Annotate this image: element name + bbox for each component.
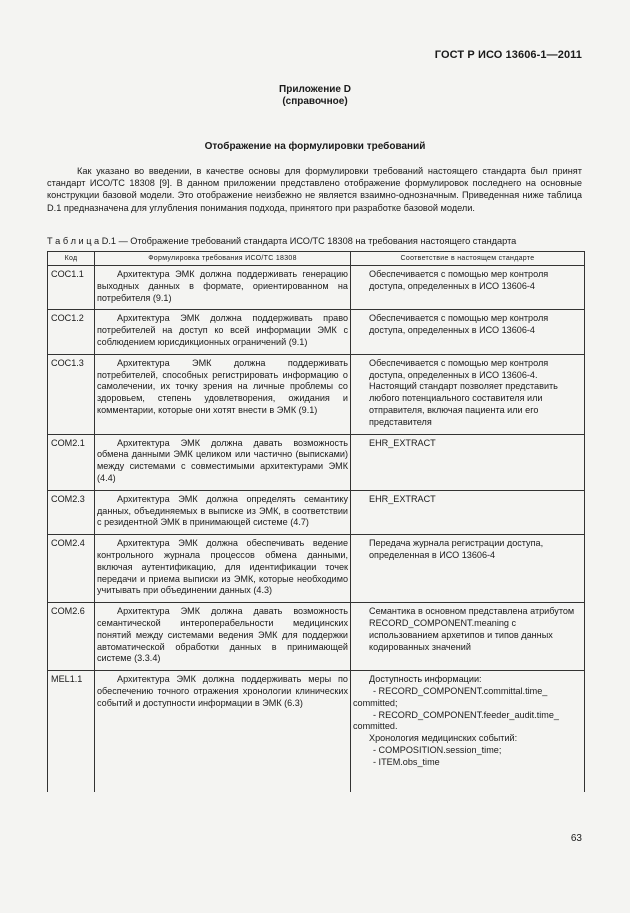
appendix-subtitle: (справочное) [282,96,348,107]
row-compliance: EHR_EXTRACT [369,493,436,504]
row-requirement: Архитектура ЭМК должна поддерживать потребителей, способных регистрировать информацию о самолечении, их точку зрения на личные проблемы со здоровьем, степень удовлетворения, ожидания и комментарии, которые они хотят внести в ЭМК (9.1) [97,357,348,415]
intro-paragraph: Как указано во введении, в качестве основы для формулировки требований настоящего стандарта был принят стандарт ИСО/ТС 18308 [9]. В данном приложении представлено отображение формулировок последнего на основные конструкции базовой модели. Это отображение неизбежно не является взаимно-однозначным. Приведенная ниже таблица D.1 предназначена для углубления понимания подхода, принятого при разработке базовой модели. [47,166,582,213]
header-requirement: Формулировка требования ИСО/ТС 18308 [95,252,351,266]
page-number: 63 [570,833,582,844]
requirements-table [47,251,585,792]
row-compliance: Семантика в основном представлена атрибутом RECORD_COMPONENT.meaning с использованием архетипов и типов данных кодированных значений [369,606,575,652]
row-compliance: Обеспечивается с помощью мер контроля доступа, определенных в ИСО 13606-4 [369,269,549,291]
row-compliance [351,671,585,793]
section-heading: Отображение на формулировки требований [204,141,426,152]
header-compliance: Соответствие в настоящем стандарте [351,252,585,266]
row-requirement: Архитектура ЭМК должна обеспечивать ведение контрольного журнала процессов обмена данными, включая аутентификацию, для идентификации точек передачи и приема выписки из ЭМК, которые необходимо учитывать при объединении данных (4.3) [97,538,348,596]
table-header-row [48,252,585,266]
table-row [48,310,585,354]
document-header: ГОСТ Р ИСО 13606-1—2011 [434,49,582,61]
table-row [48,266,585,310]
row-code: COM2.6 [48,603,95,671]
table-row [48,535,585,603]
row-code: COC1.2 [48,310,95,354]
row-code: COM2.4 [48,535,95,603]
row-compliance: Передача журнала регистрации доступа, определенная в ИСО 13606-4 [369,538,544,560]
row-requirement: Архитектура ЭМК должна поддерживать генерацию выходных данных в формате, ориентированном на потребителя (9.1) [97,269,348,303]
compliance-line: Хронология медицинских событий: [369,733,518,744]
row-code: COM2.3 [48,490,95,534]
compliance-line: committed; [353,697,398,708]
table-row [48,671,585,793]
row-compliance: EHR_EXTRACT [369,437,436,448]
compliance-line: Доступность информации: [369,674,482,685]
row-code: COC1.1 [48,266,95,310]
row-code: COM2.1 [48,434,95,490]
header-code: Код [48,252,95,266]
table-row [48,434,585,490]
row-requirement: Архитектура ЭМК должна давать возможность семантической интероперабельности медицинских понятий между системами ведения ЭМК для поддержки автоматической обработки данных в принимающей системе (3.3.4) [97,606,348,664]
row-code: MEL1.1 [48,671,95,793]
compliance-line: - COMPOSITION.session_time; [373,744,502,755]
compliance-line: committed. [353,721,398,732]
compliance-line: - RECORD_COMPONENT.feeder_audit.time_ [373,709,559,720]
row-requirement: Архитектура ЭМК должна определять семантику данных, объединяемых в выписке из ЭМК, в соответствии с резидентной ЭМК в принимающей системе (4.7) [97,493,348,528]
compliance-line: - ITEM.obs_time [373,756,440,767]
table-row [48,354,585,434]
row-code: COC1.3 [48,354,95,434]
table-row [48,490,585,534]
row-requirement: Архитектура ЭМК должна давать возможность обмена данными ЭМК целиком или частично (выписками) между системами с совместимыми архитектурами ЭМК (4.4) [97,437,348,483]
row-compliance: Обеспечивается с помощью мер контроля доступа, определенных в ИСО 13606-4. Настоящий стандарт позволяет представить любого потенциального составителя или отправителя, включая пациента или его представителя [369,357,558,427]
row-requirement: Архитектура ЭМК должна поддерживать меры по обеспечению точного отражения хронологии клинических событий и доступности информации в ЭМК (6.3) [97,674,348,708]
row-requirement: Архитектура ЭМК должна поддерживать право потребителей на доступ ко всей информации ЭМК с соблюдением юрисдикционных ограничений (9.1) [97,313,348,347]
table-caption: Т а б л и ц а D.1 — Отображение требований стандарта ИСО/ТС 18308 на требования настоящего стандарта [47,236,517,246]
compliance-line: - RECORD_COMPONENT.committal.time_ [373,685,548,696]
row-compliance: Обеспечивается с помощью мер контроля доступа, определенных в ИСО 13606-4 [369,313,549,336]
table-row [48,603,585,671]
appendix-title: Приложение D [279,84,351,95]
